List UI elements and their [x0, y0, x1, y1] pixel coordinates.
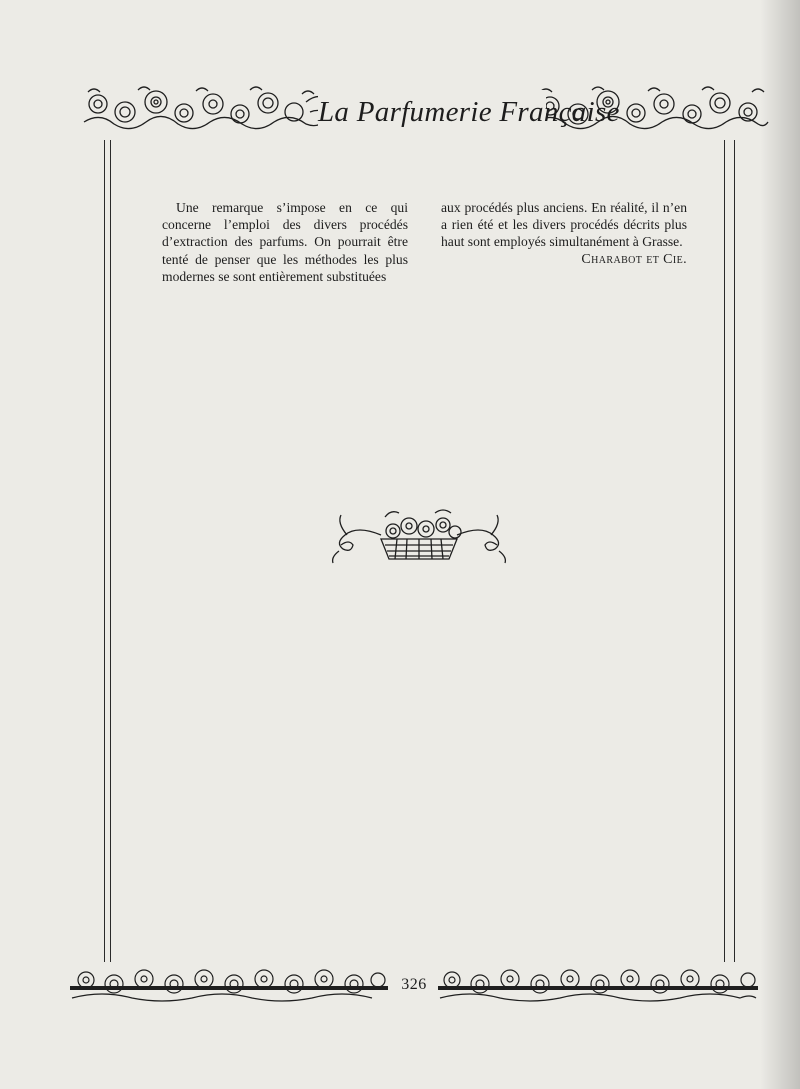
paragraph-left: Une remarque s’impose en ce qui concerne l’emploi des divers procédés d’extraction des parfums. On pourrait être tenté de penser que les méthodes les plus modernes se sont entièrement substituées: [162, 200, 408, 284]
running-header-title: La Parfumerie Française: [318, 90, 546, 134]
text-column-left: [162, 199, 408, 285]
right-frame-rule-inner: [724, 140, 725, 962]
left-frame-rule-outer: [104, 140, 105, 962]
author-signature: Charabot et Cie.: [581, 251, 687, 267]
flower-basket-ornament: [327, 505, 511, 567]
footer-floral-ornament-left: [68, 964, 390, 1004]
footer-floral-ornament-right: [436, 964, 760, 1004]
left-frame-rule-inner: [110, 140, 111, 962]
page-number: 326: [401, 976, 427, 993]
text-column-right: [441, 199, 687, 268]
right-frame-rule-outer: [734, 140, 735, 962]
page-edge-shadow: [760, 0, 800, 1089]
paragraph-right: aux procédés plus anciens. En réalité, il n’en a rien été et les divers procédés décrits plus haut sont employés simultanément à Grasse.: [441, 200, 687, 250]
